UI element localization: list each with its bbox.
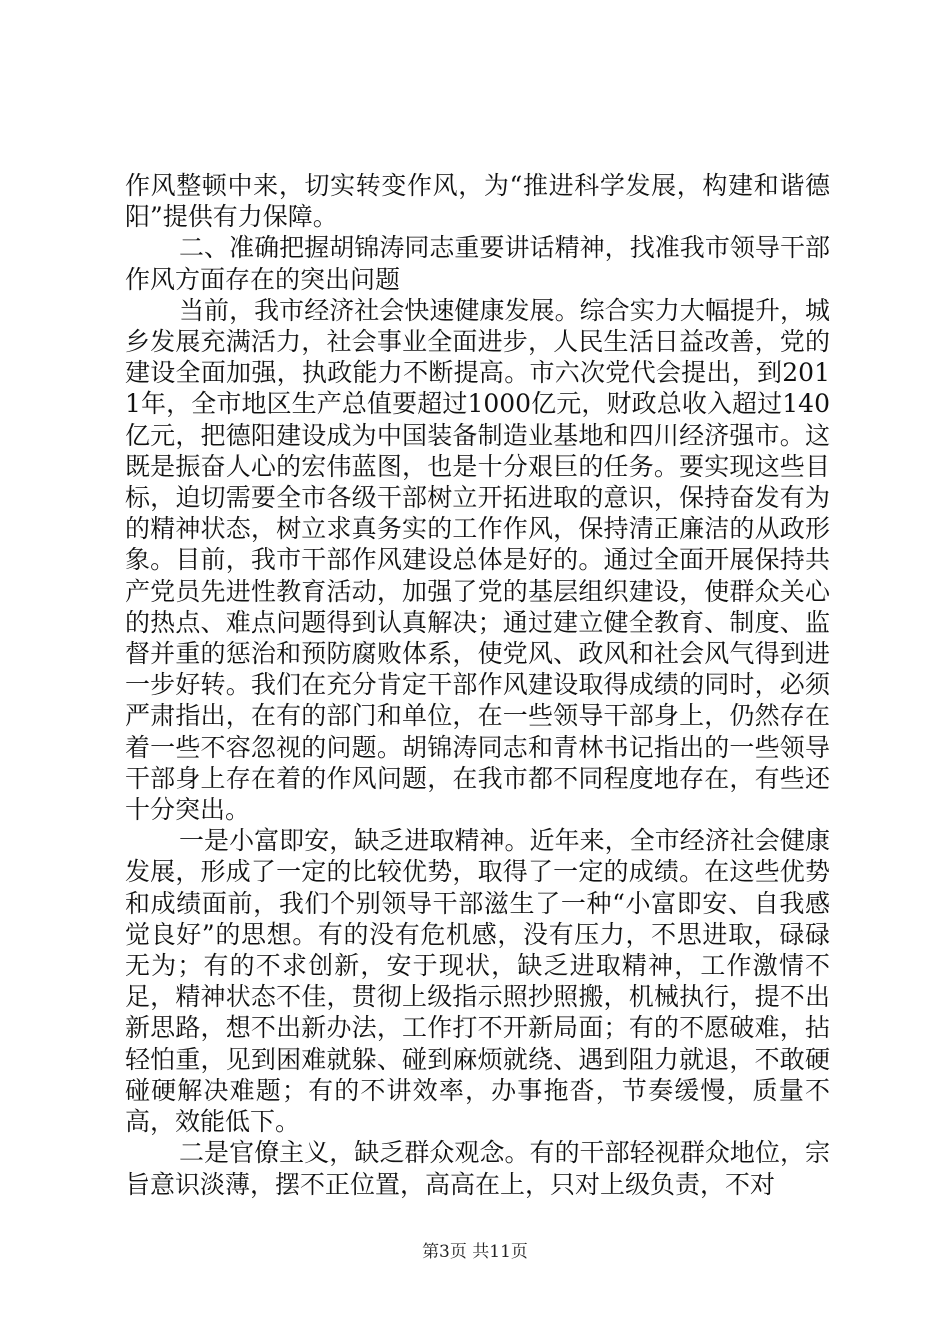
document-body bbox=[125, 170, 830, 1200]
page-number-footer: 第3页 共11页 bbox=[422, 1242, 528, 1262]
paragraph-current-situation: 当前，我市经济社会快速健康发展。综合实力大幅提升，城乡发展充满活力，社会事业全面进步，人民生活日益改善，党的建设全面加强，执政能力不断提高。市六次党代会提出，到2011年，全市地区生产总值要超过1000亿元，财政总收入超过140亿元，把德阳建设成为中国装备制造业基地和四川经济强市。这既是振奋人心的宏伟蓝图，也是十分艰巨的任务。要实现这些目标，迫切需要全市各级干部树立开拓进取的意识，保持奋发有为的精神状态，树立求真务实的工作作风，保持清正廉洁的从政形象。目前，我市干部作风建设总体是好的。通过全面开展保持共产党员先进性教育活动，加强了党的基层组织建设，使群众关心的热点、难点问题得到认真解决；通过建立健全教育、制度、监督并重的惩治和预防腐败体系，使党风、政风和社会风气得到进一步好转。我们在充分肯定干部作风建设取得成绩的同时，必须严肃指出，在有的部门和单位，在一些领导干部身上，仍然存在着一些不容忽视的问题。胡锦涛同志和青林书记指出的一些领导干部身上存在着的作风问题，在我市都不同程度地存在，有些还十分突出。 bbox=[125, 295, 830, 825]
paragraph-continuation: 作风整顿中来，切实转变作风，为“推进科学发展，构建和谐德阳”提供有力保障。 bbox=[125, 171, 830, 232]
paragraph-point-one: 一是小富即安，缺乏进取精神。近年来，全市经济社会健康发展，形成了一定的比较优势，取得了一定的成绩。在这些优势和成绩面前，我们个别领导干部滋生了一种“小富即安、自我感觉良好”的思想。有的没有危机感，没有压力，不思进取，碌碌无为；有的不求创新，安于现状，缺乏进取精神，工作激情不足，精神状态不佳，贯彻上级指示照抄照搬，机械执行，提不出新思路，想不出新办法，工作打不开新局面；有的不愿破难，拈轻怕重，见到困难就躲、碰到麻烦就绕、遇到阻力就退，不敢硬碰硬解决难题；有的不讲效率，办事拖沓，节奏缓慢，质量不高，效能低下。 bbox=[125, 826, 830, 1137]
section-heading: 二、准确把握胡锦涛同志重要讲话精神，找准我市领导干部作风方面存在的突出问题 bbox=[125, 233, 830, 294]
paragraph-point-two: 二是官僚主义，缺乏群众观念。有的干部轻视群众地位，宗旨意识淡薄，摆不正位置，高高在上，只对上级负责，不对 bbox=[125, 1138, 830, 1199]
